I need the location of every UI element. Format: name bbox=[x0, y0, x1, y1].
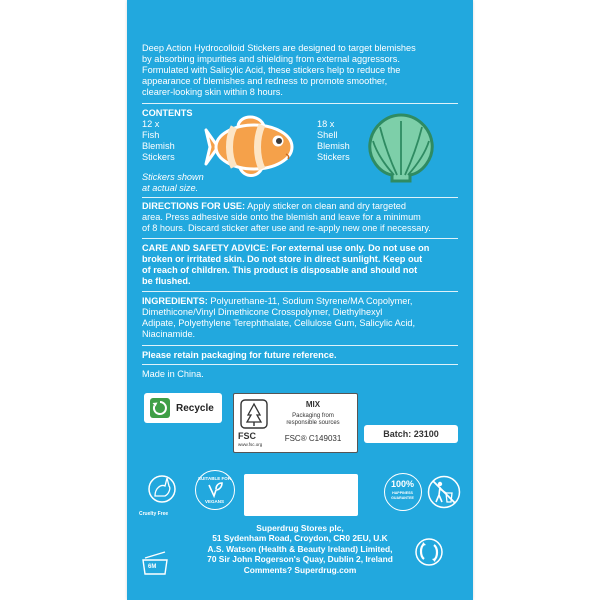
barcode-area bbox=[244, 474, 358, 516]
address-line: 70 Sir John Rogerson's Quay, Dublin 2, Ireland bbox=[207, 554, 393, 565]
shell-line: Blemish bbox=[317, 141, 350, 151]
care-line: of reach of children. This product is disposable and should not bbox=[142, 265, 418, 275]
ingredients-line: Dimethicone/Vinyl Dimethicone Crosspolymer, Diethylhexyl bbox=[142, 307, 383, 317]
divider bbox=[142, 238, 458, 239]
care-safety-section bbox=[142, 243, 467, 287]
batch-number: Batch: 23100 bbox=[364, 425, 458, 443]
fsc-logo bbox=[233, 393, 358, 453]
shell-contents-label bbox=[317, 119, 350, 163]
recycle-label: Recycle bbox=[176, 402, 214, 414]
ingredients-section bbox=[142, 296, 467, 340]
vegan-bottom-text: VEGANS bbox=[204, 499, 224, 504]
happiness-line: GUARANTEE bbox=[391, 496, 414, 500]
happiness-text bbox=[385, 491, 420, 501]
green-dot-icon bbox=[415, 538, 443, 566]
recycle-badge bbox=[144, 393, 222, 423]
tidyman-dispose-icon bbox=[427, 475, 461, 509]
intro-line: by absorbing impurities and shielding from external aggressors. bbox=[142, 54, 400, 64]
directions-line: of 8 hours. Discard sticker after use and re-apply new one if necessary. bbox=[142, 223, 431, 233]
address-line: 51 Sydenham Road, Croydon, CR0 2EU, U.K bbox=[212, 533, 388, 544]
actual-size-note bbox=[142, 172, 204, 194]
address-line: A.S. Watson (Health & Beauty Ireland) Limited, bbox=[207, 543, 393, 554]
contents-heading: CONTENTS bbox=[142, 108, 193, 118]
divider bbox=[142, 364, 458, 365]
divider bbox=[142, 345, 458, 346]
ingredients-heading: INGREDIENTS: bbox=[142, 296, 208, 306]
product-back-panel bbox=[127, 0, 473, 600]
intro-text bbox=[142, 43, 462, 98]
intro-line: Formulated with Salicylic Acid, these stickers help to reduce the bbox=[142, 65, 401, 75]
fsc-code: FSC® C149031 bbox=[284, 434, 342, 443]
directions-line: area. Press adhesive side onto the blemish and leave for a minimum bbox=[142, 212, 421, 222]
ingredients-line: Niacinamide. bbox=[142, 329, 196, 339]
directions-line: Apply sticker on clean and dry targeted bbox=[245, 201, 406, 211]
made-in-label: Made in China. bbox=[142, 369, 204, 379]
retain-notice: Please retain packaging for future reference. bbox=[142, 350, 337, 360]
care-line: CARE AND SAFETY ADVICE: For external use only. Do not use on bbox=[142, 243, 430, 253]
directions-section bbox=[142, 201, 467, 234]
fish-contents-label bbox=[142, 119, 175, 163]
cruelty-free-label: Cruelty Free bbox=[139, 511, 169, 517]
fsc-tree-icon bbox=[240, 399, 268, 429]
fish-sticker-icon bbox=[204, 110, 298, 184]
pao-label: 6M bbox=[148, 564, 157, 570]
recycle-icon bbox=[150, 398, 170, 418]
divider bbox=[142, 103, 458, 104]
happiness-guarantee-badge bbox=[384, 473, 422, 511]
cruelty-free-bunny-icon bbox=[145, 474, 179, 510]
happiness-line: HAPPINESS bbox=[392, 491, 413, 495]
directions-heading: DIRECTIONS FOR USE: bbox=[142, 201, 246, 211]
fsc-brand: FSC bbox=[238, 431, 256, 441]
note-line: Stickers shown bbox=[142, 172, 204, 182]
ingredients-line: Adipate, Polyethylene Terephthalate, Cellulose Gum, Salicylic Acid, bbox=[142, 318, 416, 328]
fsc-mix: MIX bbox=[305, 400, 321, 409]
address-line: Superdrug Stores plc, bbox=[256, 523, 344, 533]
happiness-percent: 100% bbox=[390, 479, 415, 489]
intro-line: Deep Action Hydrocolloid Stickers are designed to target blemishes bbox=[142, 43, 416, 53]
vegan-leaf-icon bbox=[206, 482, 224, 498]
fish-line: Blemish bbox=[142, 141, 175, 151]
vegan-top-text: SUITABLE FOR bbox=[198, 476, 231, 481]
fsc-line: responsible sources bbox=[286, 420, 340, 426]
vegan-badge bbox=[195, 470, 235, 510]
address-line: Comments? Superdrug.com bbox=[243, 564, 357, 575]
shell-line: Shell bbox=[317, 130, 338, 140]
care-line: broken or irritated skin. Do not store in direct sunlight. Keep out bbox=[142, 254, 423, 264]
shell-line: Stickers bbox=[317, 152, 350, 162]
fsc-description bbox=[270, 413, 356, 427]
shell-count: 18 x bbox=[317, 119, 335, 129]
intro-line: appearance of blemishes and redness to promote smoother, bbox=[142, 76, 388, 86]
fish-line: Stickers bbox=[142, 152, 175, 162]
fish-count: 12 x bbox=[142, 119, 160, 129]
intro-line: clearer-looking skin within 8 hours. bbox=[142, 87, 283, 97]
note-line: at actual size. bbox=[142, 183, 199, 193]
fish-line: Fish bbox=[142, 130, 160, 140]
shell-sticker-icon bbox=[364, 111, 438, 185]
care-line: be flushed. bbox=[142, 276, 191, 286]
fsc-line: Packaging from bbox=[292, 413, 334, 419]
ingredients-line: Polyurethane-11, Sodium Styrene/MA Copolymer, bbox=[207, 296, 413, 306]
divider bbox=[142, 197, 458, 198]
fsc-url: www.fsc.org bbox=[238, 442, 263, 447]
divider bbox=[142, 291, 458, 292]
